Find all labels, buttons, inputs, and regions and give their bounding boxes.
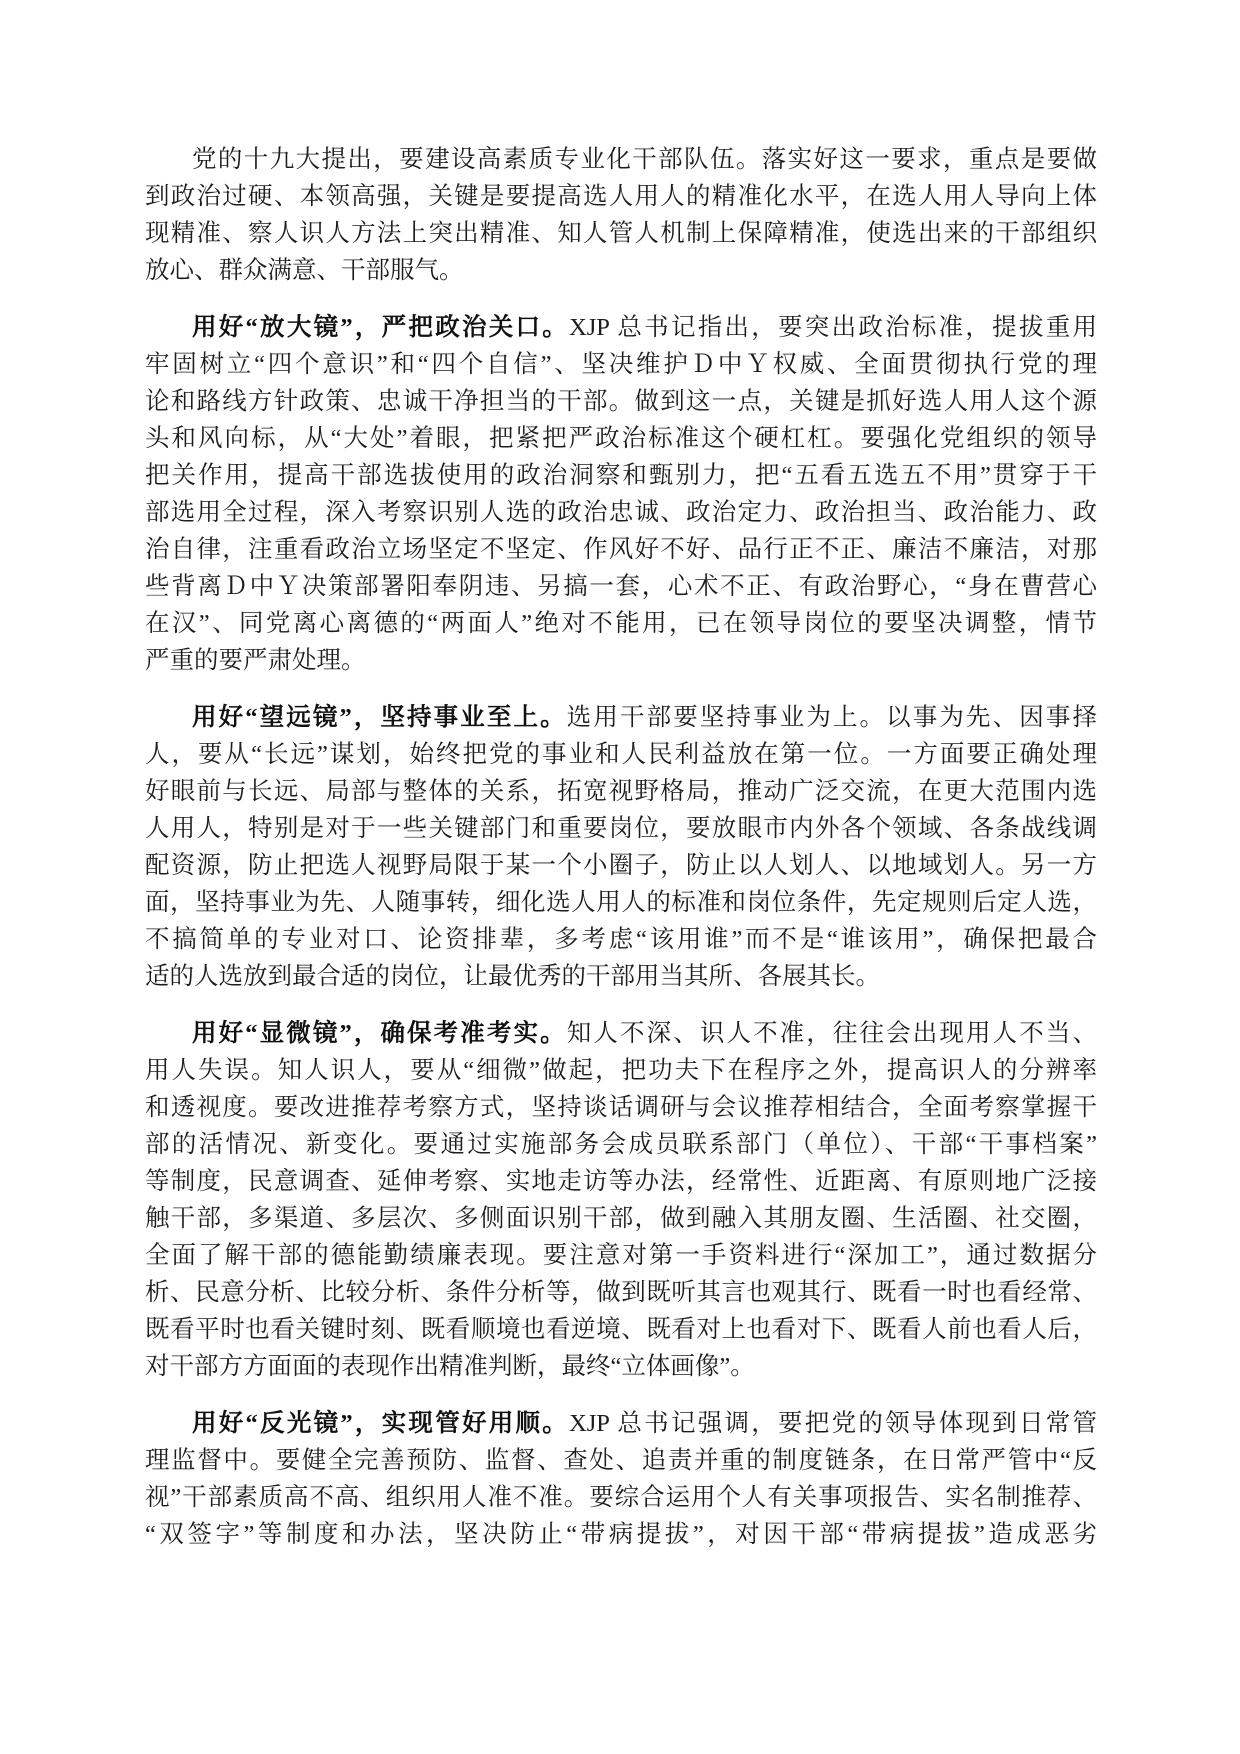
text-line: “双签字”等制度和办法，坚决防止“带病提拔”，对因干部“带病提拔”造成恶劣 [145, 1521, 1097, 1548]
document-body [145, 141, 1097, 1573]
text-line: 部的活情况、新变化。要通过实施部务会成员联系部门（单位）、干部“干事档案” [145, 1131, 1097, 1158]
text-line: 把关作用，提高干部选拔使用的政治洞察和甄别力，把“五看五选五不用”贯穿于干 [145, 462, 1097, 489]
paragraph-heading: 用好“显微镜”，确保考准考实。 [192, 1020, 567, 1047]
text-line: 既看平时也看关键时刻、既看顺境也看逆境、既看对上也看对下、既看人前也看人后， [145, 1316, 1097, 1343]
text-line: 视”干部素质高不高、组织用人准不准。要综合运用个人有关事项报告、实名制推荐、 [145, 1484, 1097, 1511]
text-line: 论和路线方针政策、忠诚干净担当的干部。做到这一点，关键是抓好选人用人这个源 [145, 388, 1097, 415]
text-line: 牢固树立“四个意识”和“四个自信”、坚决维护Ｄ中Ｙ权威、全面贯彻执行党的理 [145, 351, 1097, 378]
text-line: 全面了解干部的德能勤绩廉表现。要注意对第一手资料进行“深加工”，通过数据分 [145, 1242, 1097, 1269]
text-line: 和透视度。要改进推荐考察方式，坚持谈话调研与会议推荐相结合，全面考察掌握干 [145, 1094, 1097, 1121]
text-line: 些背离Ｄ中Ｙ决策部署阳奉阴违、另搞一套，心术不正、有政治野心，“身在曹营心 [145, 573, 1097, 600]
text-line: 触干部，多渠道、多层次、多侧面识别干部，做到融入其朋友圈、生活圈、社交圈， [145, 1205, 1097, 1232]
text-line: 配资源，防止把选人视野局限于某一个小圈子，防止以人划人、以地域划人。另一方 [145, 852, 1097, 879]
paragraph [145, 1405, 1097, 1553]
paragraph-first-line [145, 699, 1097, 736]
text-line-content: XJP 总书记指出，要突出政治标准，提拔重用 [569, 314, 1097, 341]
text-line: 人，要从“长远”谋划，始终把党的事业和人民利益放在第一位。一方面要正确处理 [145, 741, 1097, 768]
text-line: 到政治过硬、本领高强，关键是要提高选人用人的精准化水平，在选人用人导向上体 [145, 183, 1097, 210]
text-line-content: 知人不深、识人不准，往往会出现用人不当、 [566, 1020, 1097, 1047]
paragraph [145, 699, 1097, 995]
text-line: 部选用全过程，深入考察识别人选的政治忠诚、政治定力、政治担当、政治能力、政 [145, 499, 1097, 526]
text-line: 不搞简单的专业对口、论资排辈，多考虑“该用谁”而不是“谁该用”，确保把最合 [145, 926, 1097, 953]
text-line: 头和风向标，从“大处”着眼，把紧把严政治标准这个硬杠杠。要强化党组织的领导 [145, 425, 1097, 452]
text-line: 用人失误。知人识人，要从“细微”做起，把功夫下在程序之外，提高识人的分辨率 [145, 1057, 1097, 1084]
paragraph-heading: 用好“望远镜”，坚持事业至上。 [192, 704, 567, 731]
text-line: 好眼前与长远、局部与整体的关系，拓宽视野格局，推动广泛交流，在更大范围内选 [145, 778, 1097, 805]
text-line: 适的人选放到最合适的岗位，让最优秀的干部用当其所、各展其长。 [145, 963, 880, 990]
text-line: 在汉”、同党离心离德的“两面人”绝对不能用，已在领导岗位的要坚决调整，情节 [145, 610, 1097, 637]
text-line: 理监督中。要健全完善预防、监督、查处、追责并重的制度链条，在日常严管中“反 [145, 1447, 1097, 1474]
text-line-content: 选用干部要坚持事业为上。以事为先、因事择 [566, 704, 1097, 731]
paragraph [145, 1015, 1097, 1385]
paragraph-heading: 用好“反光镜”，实现管好用顺。 [192, 1410, 570, 1437]
text-line: 现精准、察人识人方法上突出精准、知人管人机制上保障精准，使选出来的干部组织 [145, 220, 1097, 247]
text-line: 党的十九大提出，要建设高素质专业化干部队伍。落实好这一要求，重点是要做 [192, 146, 1097, 173]
text-line: 面，坚持事业为先、人随事转，细化选人用人的标准和岗位条件，先定规则后定人选， [145, 889, 1097, 916]
text-line: 放心、群众满意、干部服气。 [145, 257, 464, 284]
paragraph-first-line [145, 1405, 1097, 1442]
text-line: 治自律，注重看政治立场坚定不坚定、作风好不好、品行正不正、廉洁不廉洁，对那 [145, 536, 1097, 563]
text-line: 人用人，特别是对于一些关键部门和重要岗位，要放眼市内外各个领域、各条战线调 [145, 815, 1097, 842]
text-line: 严重的要严肃处理。 [145, 647, 366, 674]
paragraph-first-line [145, 1015, 1097, 1052]
paragraph-first-line [145, 309, 1097, 346]
text-line: 析、民意分析、比较分析、条件分析等，做到既听其言也观其行、既看一时也看经常、 [145, 1279, 1097, 1306]
text-line: 对干部方方面面的表现作出精准判断，最终“立体画像”。 [145, 1353, 755, 1380]
paragraph [145, 141, 1097, 289]
paragraph [145, 309, 1097, 679]
paragraph-heading: 用好“放大镜”，严把政治关口。 [192, 314, 570, 341]
text-line-content: XJP 总书记强调，要把党的领导体现到日常管 [569, 1410, 1097, 1437]
text-line: 等制度，民意调查、延伸考察、实地走访等办法，经常性、近距离、有原则地广泛接 [145, 1168, 1097, 1195]
